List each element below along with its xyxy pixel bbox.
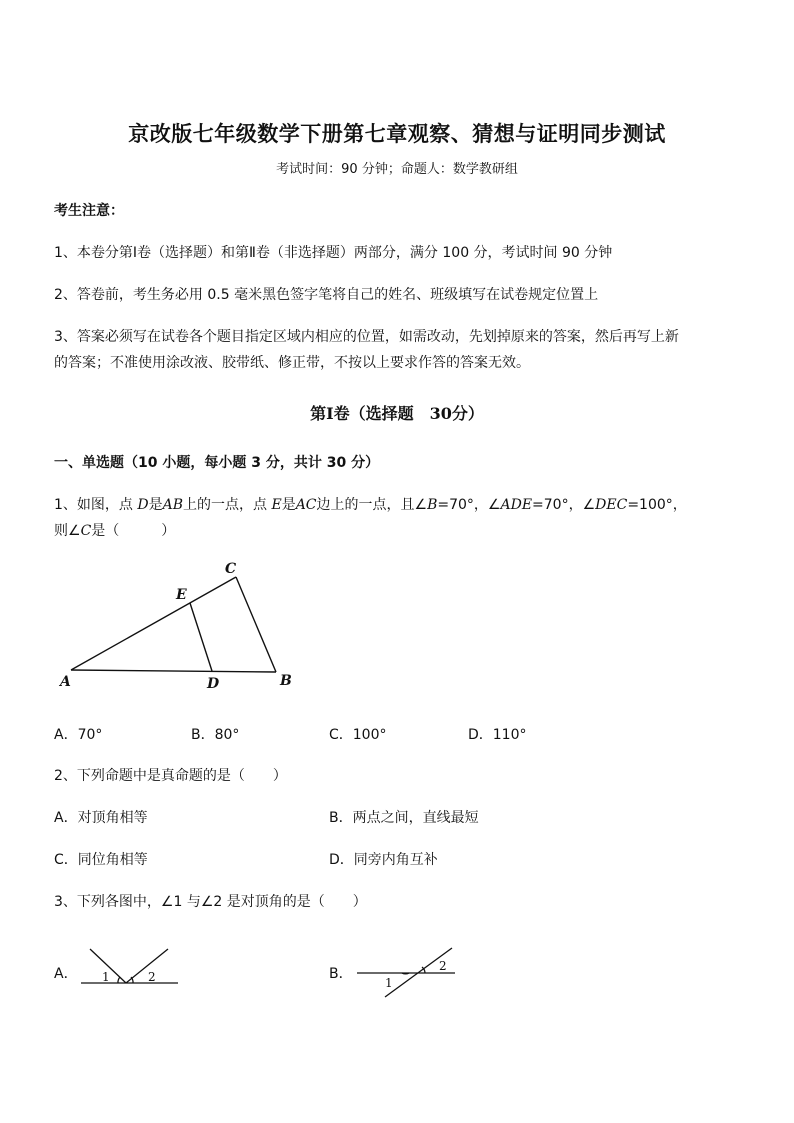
q2-option-a[interactable]: A．对顶角相等 [54,810,148,826]
q1-option-a[interactable]: A．70° [54,727,103,743]
q1-stem-line1: 1、如图，点 D是AB上的一点，点 E是AC边上的一点，且∠B=70°，∠ADE=70°，∠DEC=100°， [54,497,687,513]
q1-label-B: B [280,673,292,689]
page-title: 京改版七年级数学下册第七章观察、猜想与证明同步测试 [128,121,666,146]
q3-figure-b [355,945,465,1000]
q3-option-b-label[interactable]: B． [329,966,353,982]
q2-option-b[interactable]: B．两点之间，直线最短 [329,810,479,826]
notice-heading: 考生注意： [54,203,124,219]
section-title: 第Ⅰ卷（选择题 30分） [310,404,484,423]
q3-figure-a [78,945,188,990]
part-heading: 一、单选题（10 小题，每小题 3 分，共计 30 分） [54,455,380,471]
q3-a-angle-1: 1 [102,970,110,984]
q3-stem: 3、下列各图中，∠1 与∠2 是对顶角的是（ ） [54,894,367,910]
q1-triangle-figure [50,555,310,695]
notice-item-3-cont: 的答案；不准使用涂改液、胶带纸、修正带，不按以上要求作答的答案无效。 [54,355,530,371]
q3-b-angle-1: 1 [385,976,393,990]
q1-option-c[interactable]: C．100° [329,727,387,743]
q1-label-D: D [207,676,220,692]
q2-stem: 2、下列命题中是真命题的是（ ） [54,768,287,784]
notice-item-1: 1、本卷分第Ⅰ卷（选择题）和第Ⅱ卷（非选择题）两部分，满分 100 分，考试时间 90 分钟 [54,245,613,261]
notice-item-2: 2、答卷前，考生务必用 0.5 毫米黑色签字笔将自己的姓名、班级填写在试卷规定位置上 [54,287,599,303]
q1-label-C: C [225,561,237,577]
q2-option-d[interactable]: D．同旁内角互补 [329,852,438,868]
notice-item-3: 3、答案必须写在试卷各个题目指定区域内相应的位置，如需改动，先划掉原来的答案，然后再写上新 [54,329,679,345]
q1-option-d[interactable]: D．110° [468,727,527,743]
q2-option-c[interactable]: C．同位角相等 [54,852,148,868]
q1-label-E: E [176,587,187,603]
q3-option-a-label[interactable]: A． [54,966,78,982]
exam-info: 考试时间：90 分钟；命题人：数学教研组 [276,162,518,177]
q1-stem-line2: 则∠C是（ ） [54,523,176,539]
q1-label-A: A [60,674,71,690]
q1-option-b[interactable]: B．80° [191,727,240,743]
q3-a-angle-2: 2 [148,970,156,984]
q3-b-angle-2: 2 [439,959,447,973]
